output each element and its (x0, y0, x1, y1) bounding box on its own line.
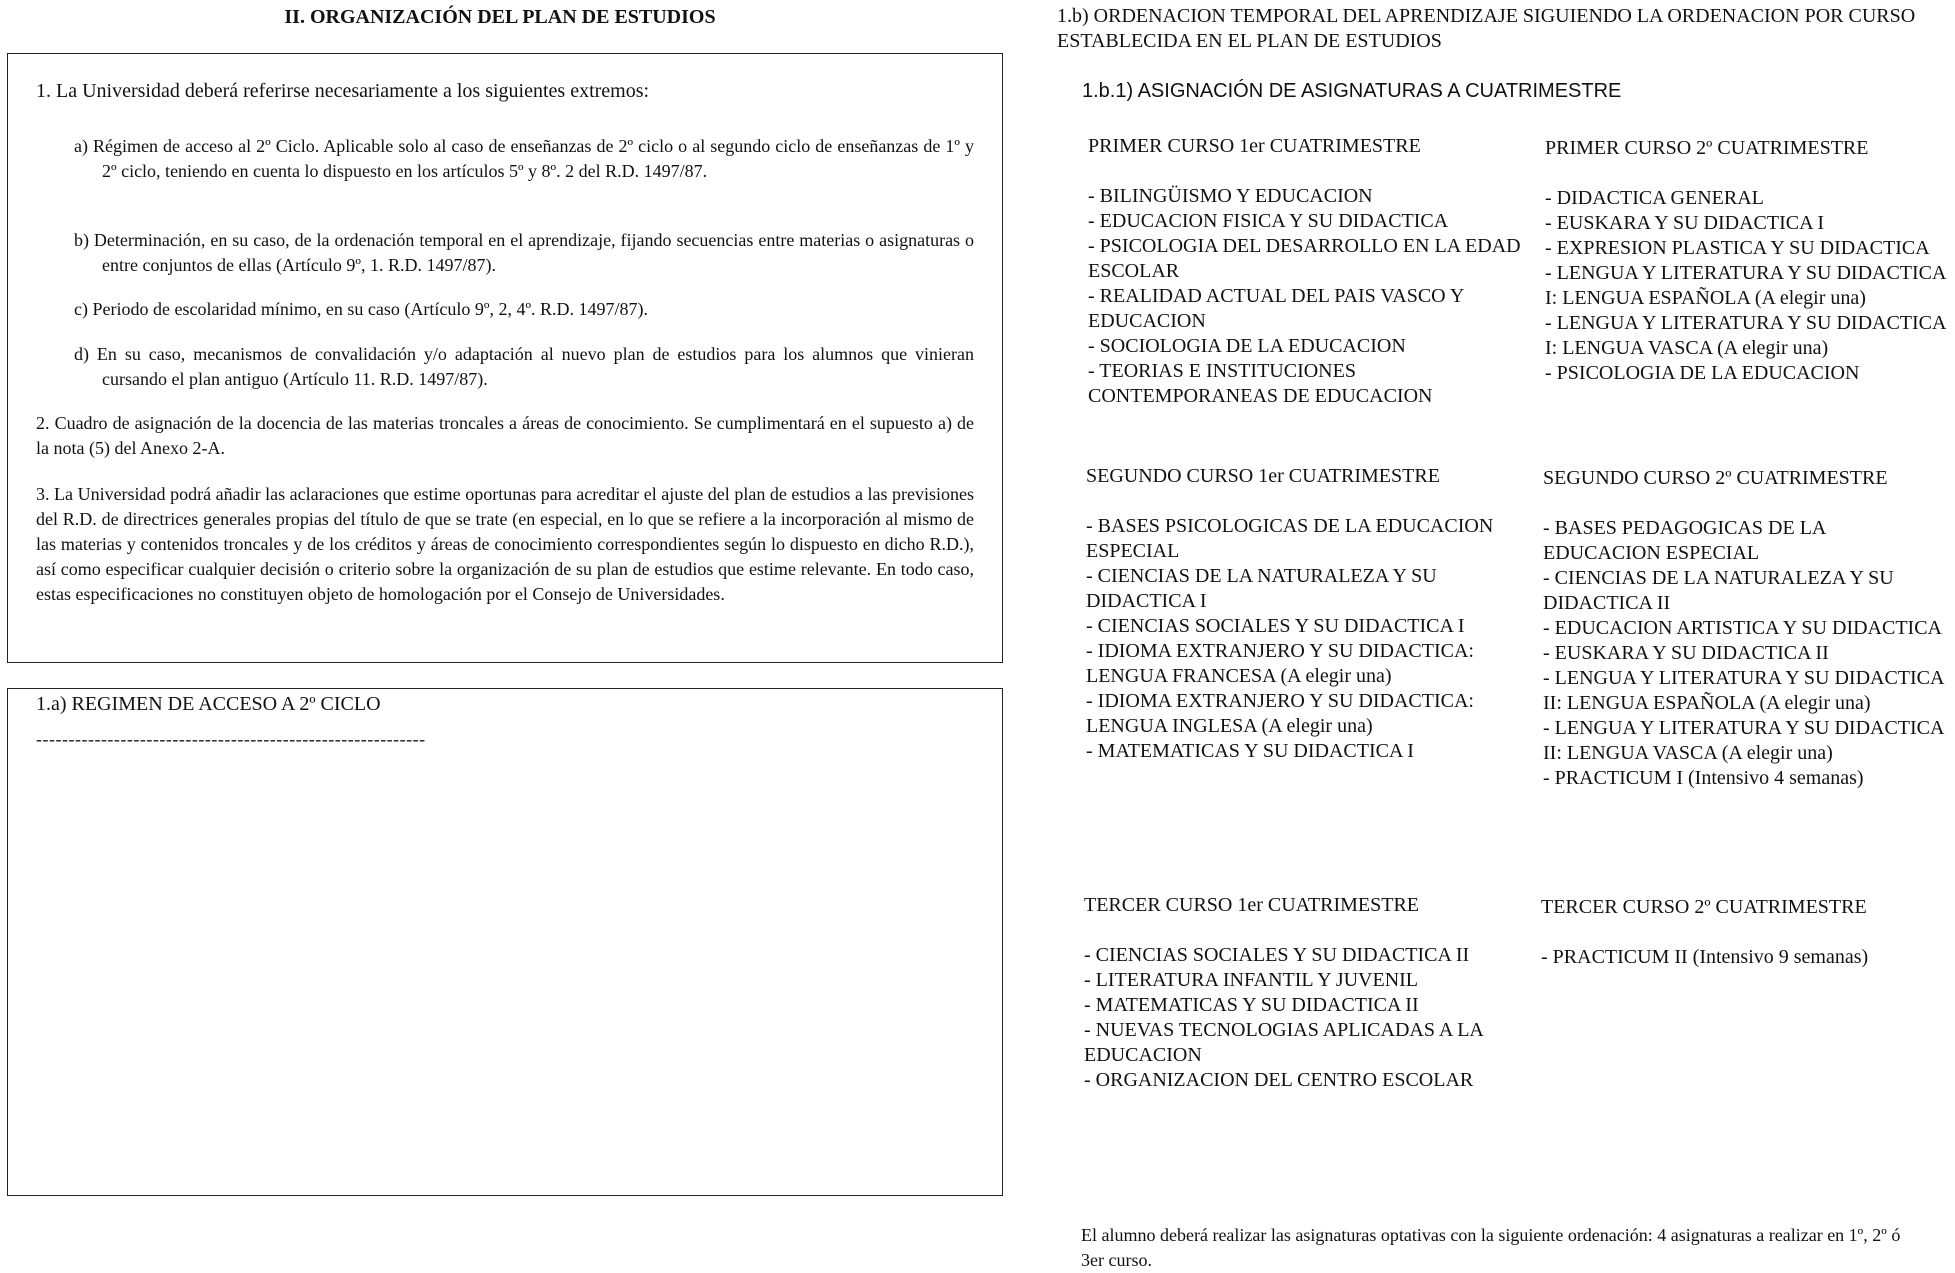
instruction-item-b: b) Determinación, en su caso, de la ordenación temporal en el aprendizaje, fijando secuencias entre materias o asignaturas o entre conjuntos de ellas (Artículo 9º, 1. R.D. 1497/87). (74, 230, 974, 275)
subject-item: - EDUCACION ARTISTICA Y SU DIDACTICA (1543, 617, 1942, 639)
subject-item: - EDUCACION FISICA Y SU DIDACTICA (1088, 210, 1449, 232)
subject-item: - MATEMATICAS Y SU DIDACTICA II (1084, 994, 1419, 1016)
subject-list (1084, 943, 1544, 1093)
semester-block-2-1 (1086, 464, 1546, 764)
subject-item: - REALIDAD ACTUAL DEL PAIS VASCO Y EDUCACION (1088, 285, 1464, 332)
subject-item: - MATEMATICAS Y SU DIDACTICA I (1086, 740, 1414, 762)
subject-item: - PRACTICUM I (Intensivo 4 semanas) (1543, 767, 1864, 789)
semester-block-1-2 (1545, 136, 1950, 386)
regimen-dashes: ------------------------------------------------------------ (36, 729, 426, 749)
subject-item: - LITERATURA INFANTIL Y JUVENIL (1084, 969, 1419, 991)
subject-item: - NUEVAS TECNOLOGIAS APLICADAS A LA EDUCACION (1084, 1019, 1483, 1066)
subject-item: - PRACTICUM II (Intensivo 9 semanas) (1541, 946, 1869, 968)
subject-item: - EXPRESION PLASTICA Y SU DIDACTICA (1545, 237, 1930, 259)
instructions-intro: 1. La Universidad deberá referirse necesariamente a los siguientes extremos: (36, 80, 650, 102)
subject-item: - CIENCIAS DE LA NATURALEZA Y SU DIDACTICA II (1543, 567, 1894, 614)
subject-item: - CIENCIAS DE LA NATURALEZA Y SU DIDACTICA I (1086, 565, 1437, 612)
instruction-paragraph-2: 2. Cuadro de asignación de la docencia de las materias troncales a áreas de conocimiento. Se cumplimentará en el supuesto a) de la nota (5) del Anexo 2-A. (36, 413, 974, 458)
semester-block-2-2 (1543, 466, 1948, 791)
page-title: II. ORGANIZACIÓN DEL PLAN DE ESTUDIOS (284, 6, 716, 28)
subject-item: - SOCIOLOGIA DE LA EDUCACION (1088, 335, 1406, 357)
semester-block-3-1 (1084, 893, 1544, 1093)
semester-heading: TERCER CURSO 2º CUATRIMESTRE (1541, 896, 1867, 918)
semester-heading: TERCER CURSO 1er CUATRIMESTRE (1084, 894, 1420, 916)
subject-item: - EUSKARA Y SU DIDACTICA II (1543, 642, 1829, 664)
semester-block-3-2 (1541, 895, 1946, 970)
subject-item: - LENGUA Y LITERATURA Y SU DIDACTICA I: LENGUA ESPAÑOLA (A elegir una) (1545, 262, 1946, 309)
semester-heading: SEGUNDO CURSO 2º CUATRIMESTRE (1543, 467, 1888, 489)
ordenacion-title: 1.b) ORDENACION TEMPORAL DEL APRENDIZAJE SIGUIENDO LA ORDENACION POR CURSO ESTABLECIDA EN EL PLAN DE ESTUDIOS (1057, 5, 1916, 52)
subject-item: - EUSKARA Y SU DIDACTICA I (1545, 212, 1825, 234)
subject-item: - TEORIAS E INSTITUCIONES CONTEMPORANEAS DE EDUCACION (1088, 360, 1433, 407)
semester-heading: PRIMER CURSO 1er CUATRIMESTRE (1088, 135, 1421, 157)
instruction-item-a: a) Régimen de acceso al 2º Ciclo. Aplicable solo al caso de enseñanzas de 2º ciclo o al segundo ciclo de enseñanzas de 1º y 2º ciclo, teniendo en cuenta lo dispuesto en los artículos 5º y 8º. 2 del R.D. 1497/87. (74, 136, 974, 181)
subject-item: - PSICOLOGIA DE LA EDUCACION (1545, 362, 1860, 384)
subject-item: - CIENCIAS SOCIALES Y SU DIDACTICA I (1086, 615, 1465, 637)
subject-list (1088, 184, 1548, 409)
semester-heading: PRIMER CURSO 2º CUATRIMESTRE (1545, 137, 1869, 159)
instruction-item-c: c) Periodo de escolaridad mínimo, en su caso (Artículo 9º, 2, 4º. R.D. 1497/87). (74, 299, 649, 319)
subject-list (1541, 945, 1946, 970)
subject-item: - BASES PSICOLOGICAS DE LA EDUCACION ESPECIAL (1086, 515, 1494, 562)
subject-list (1543, 516, 1948, 791)
instruction-item-d: d) En su caso, mecanismos de convalidación y/o adaptación al nuevo plan de estudios para los alumnos que vinieran cursando el plan antiguo (Artículo 11. R.D. 1497/87). (74, 344, 974, 389)
subject-item: - BILINGÜISMO Y EDUCACION (1088, 185, 1373, 207)
subject-item: - ORGANIZACION DEL CENTRO ESCOLAR (1084, 1069, 1474, 1091)
subject-item: - DIDACTICA GENERAL (1545, 187, 1764, 209)
optativas-note: El alumno deberá realizar las asignaturas optativas con la siguiente ordenación: 4 asignaturas a realizar en 1º, 2º ó 3er curso. (1081, 1225, 1901, 1270)
instruction-paragraph-3: 3. La Universidad podrá añadir las aclaraciones que estime oportunas para acreditar el ajuste del plan de estudios a las previsiones del R.D. de directrices generales propias del título de que se trate (en especial, en lo que se refiere a la incorporación al mismo de las materias y contenidos troncales y de los créditos y áreas de conocimiento correspondientes según lo dispuesto en dicho R.D.), así como especificar cualquier decisión o criterio sobre la organización de su plan de estudios que estime relevante. En todo caso, estas especificaciones no constituyen objeto de homologación por el Consejo de Universidades. (36, 484, 974, 604)
subject-list (1545, 186, 1950, 386)
semester-block-1-1 (1088, 134, 1548, 409)
subject-item: - LENGUA Y LITERATURA Y SU DIDACTICA II: LENGUA ESPAÑOLA (A elegir una) (1543, 667, 1944, 714)
subject-item: - PSICOLOGIA DEL DESARROLLO EN LA EDAD ESCOLAR (1088, 235, 1521, 282)
subject-item: - BASES PEDAGOGICAS DE LA EDUCACION ESPECIAL (1543, 517, 1826, 564)
subject-list (1086, 514, 1546, 764)
regimen-box (7, 688, 1003, 1196)
regimen-title: 1.a) REGIMEN DE ACCESO A 2º CICLO (36, 693, 381, 715)
subject-item: - LENGUA Y LITERATURA Y SU DIDACTICA I: LENGUA VASCA (A elegir una) (1545, 312, 1946, 359)
semester-heading: SEGUNDO CURSO 1er CUATRIMESTRE (1086, 465, 1440, 487)
subject-item: - CIENCIAS SOCIALES Y SU DIDACTICA II (1084, 944, 1470, 966)
instructions-box (7, 53, 1003, 663)
subject-item: - IDIOMA EXTRANJERO Y SU DIDACTICA: LENGUA INGLESA (A elegir una) (1086, 690, 1474, 737)
subject-item: - IDIOMA EXTRANJERO Y SU DIDACTICA: LENGUA FRANCESA (A elegir una) (1086, 640, 1474, 687)
subject-item: - LENGUA Y LITERATURA Y SU DIDACTICA II: LENGUA VASCA (A elegir una) (1543, 717, 1944, 764)
asignacion-subtitle: 1.b.1) ASIGNACIÓN DE ASIGNATURAS A CUATRIMESTRE (1082, 80, 1622, 102)
